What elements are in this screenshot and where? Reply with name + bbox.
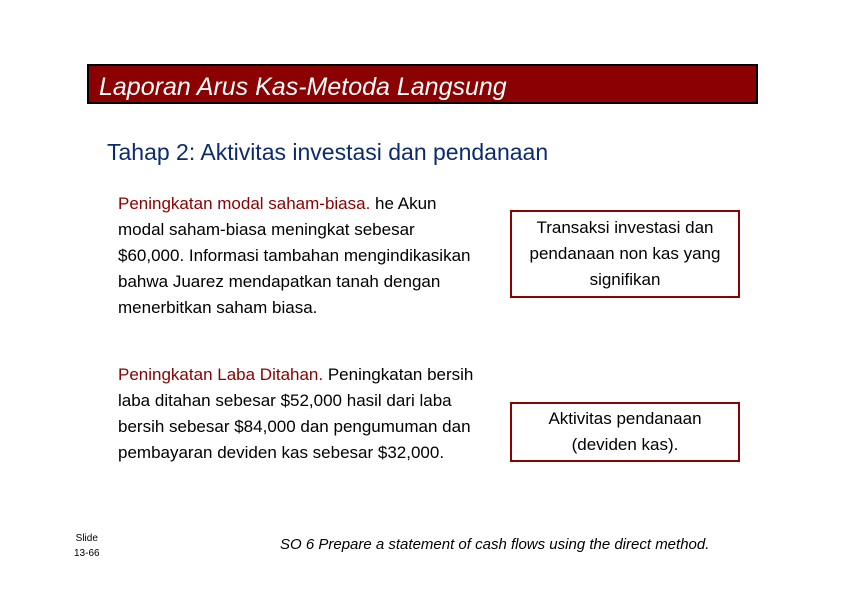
slide-title: Laporan Arus Kas-Metoda Langsung: [99, 73, 507, 101]
slide-number: [74, 531, 100, 561]
note-box-noncash: [510, 210, 740, 298]
paragraph-heading: Peningkatan Laba Ditahan.: [118, 365, 324, 384]
paragraph-body: Peningkatan bersih laba ditahan sebesar $52,000 hasil dari laba bersih sebesar $84,000 dan pengumuman dan pembayaran deviden kas sebesar $32,000.: [118, 365, 474, 462]
slide-label-number: 13-66: [74, 548, 100, 559]
paragraph-laba-ditahan: [118, 362, 478, 466]
note-text: Transaksi investasi dan pendanaan non kas yang signifikan: [529, 218, 721, 289]
note-text: Aktivitas pendanaan (deviden kas).: [548, 409, 702, 454]
slide-subtitle: Tahap 2: Aktivitas investasi dan pendanaan: [107, 139, 549, 165]
paragraph-body: he Akun modal saham-biasa meningkat sebesar $60,000. Informasi tambahan mengindikasikan bahwa Juarez mendapatkan tanah dengan menerbitkan saham biasa.: [118, 194, 471, 317]
paragraph-modal-saham: [118, 191, 478, 321]
slide-label-word: Slide: [75, 533, 98, 544]
note-box-financing: [510, 402, 740, 462]
title-bar: [87, 64, 758, 104]
paragraph-heading: Peningkatan modal saham-biasa.: [118, 194, 371, 213]
footer-objective: SO 6 Prepare a statement of cash flows using the direct method.: [280, 536, 710, 553]
